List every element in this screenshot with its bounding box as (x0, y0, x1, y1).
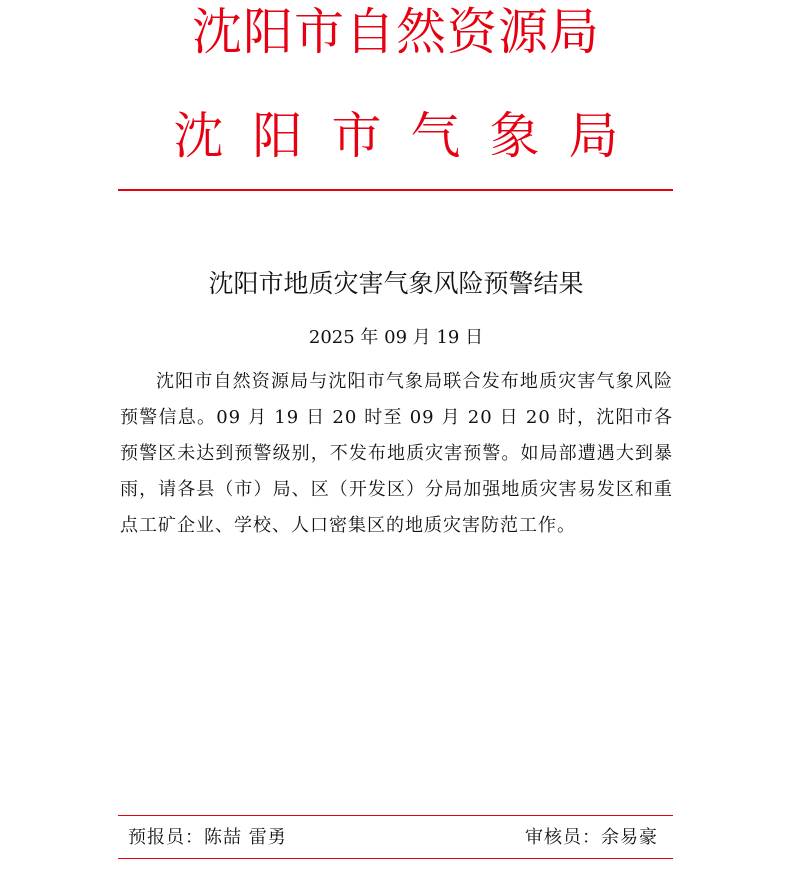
reviewer-signature: 审核员：余易豪 (525, 827, 658, 848)
footer-divider-top (118, 815, 673, 816)
document-body: 沈阳市自然资源局与沈阳市气象局联合发布地质灾害气象风险预警信息。09 月 19 日 20 时至 09 月 20 日 20 时，沈阳市各预警区未达到预警级别，不发布地质灾害预警。如局部遭遇大到暴雨，请各县（市）局、区（开发区）分局加强地质灾害易发区和重点工矿企业、学校、人口密集区的地质灾害防范工作。 (120, 371, 673, 536)
reporter-signature: 预报员：陈喆 雷勇 (128, 827, 287, 848)
issuing-org-natural-resources: 沈阳市自然资源局 (192, 3, 600, 61)
footer-divider-bottom (118, 858, 673, 859)
issuing-org-meteorological: 沈阳市气象局 (173, 107, 648, 165)
document-title: 沈阳市地质灾害气象风险预警结果 (208, 269, 584, 298)
document-date: 2025 年 09 月 19 日 (308, 327, 484, 348)
header-divider (118, 189, 673, 191)
